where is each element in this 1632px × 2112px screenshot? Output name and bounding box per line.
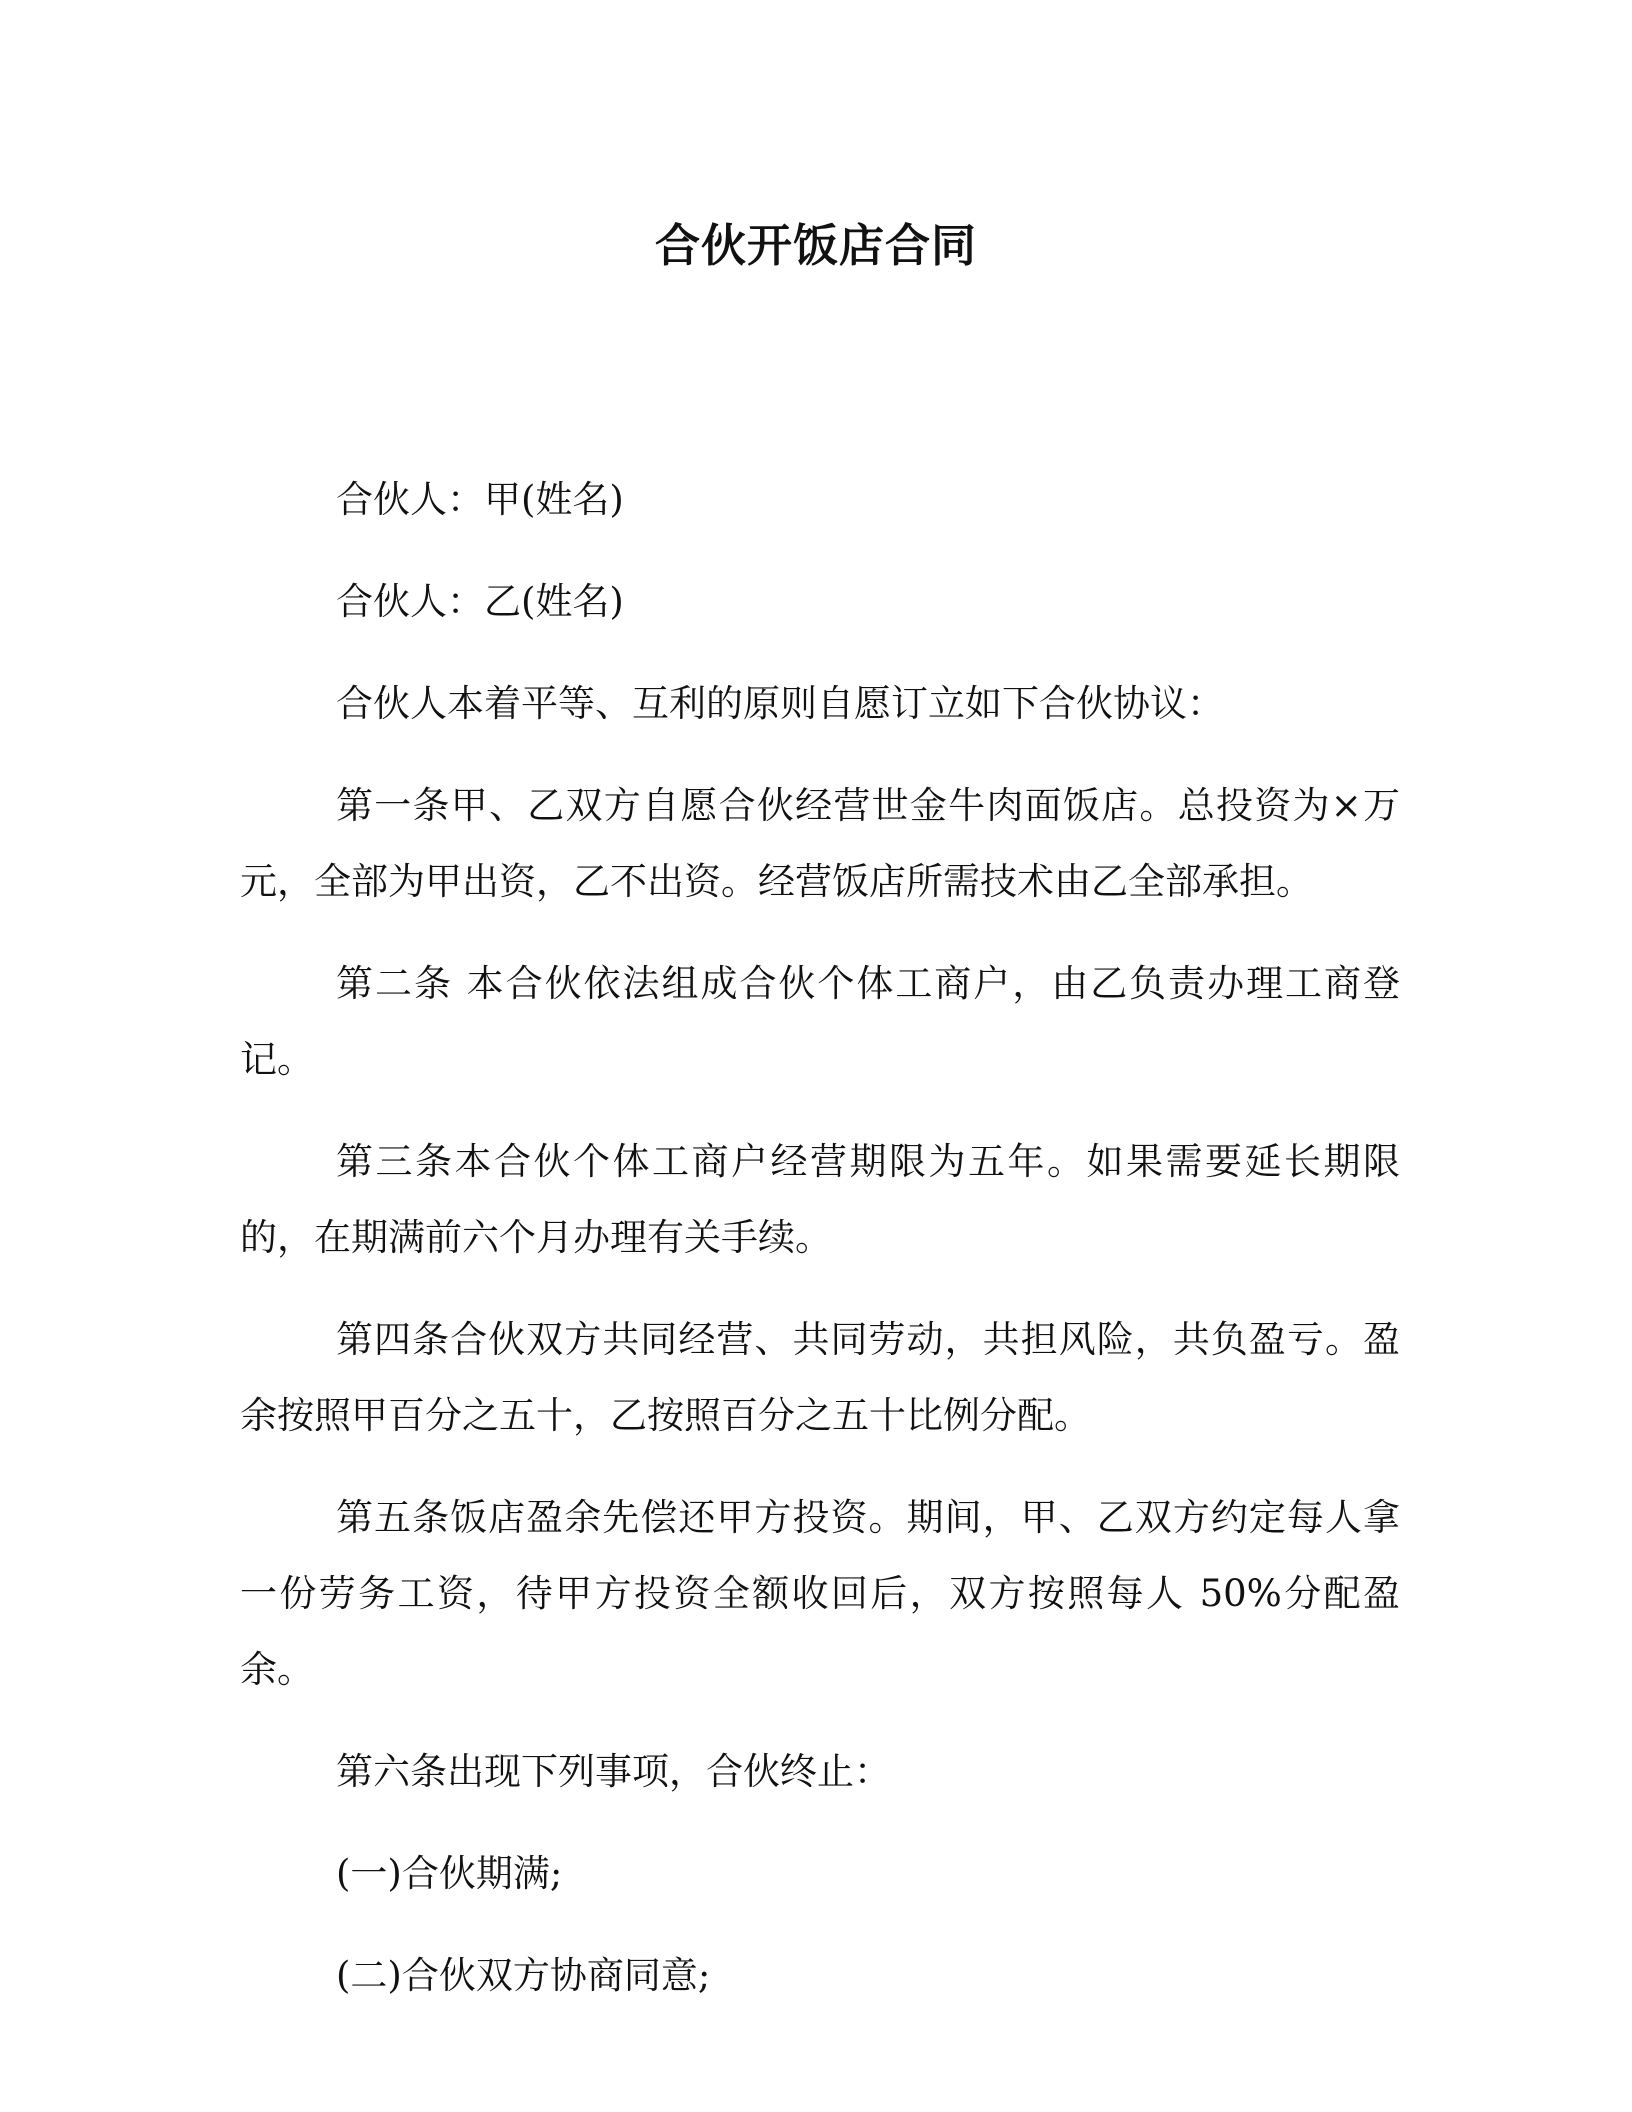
document-title: 合伙开饭店合同: [654, 219, 977, 272]
article-6-paragraph: 第六条出现下列事项，合伙终止：: [336, 1750, 891, 1793]
document-body: [240, 462, 1400, 2040]
article-6-item-1: (一)合伙期满;: [336, 1852, 563, 1895]
article-1-paragraph: 第一条甲、乙双方自愿合伙经营世金牛肉面饭店。总投资为×万元，全部为甲出资，乙不出资。经营饭店所需技术由乙全部承担。: [240, 784, 1400, 903]
partner-a-line: 合伙人：甲(姓名): [336, 478, 624, 521]
article-2-paragraph: 第二条 本合伙依法组成合伙个体工商户，由乙负责办理工商登记。: [240, 962, 1400, 1081]
article-6-item-2: (二)合伙双方协商同意;: [336, 1954, 711, 1997]
preamble-paragraph: 合伙人本着平等、互利的原则自愿订立如下合伙协议：: [336, 682, 1224, 725]
article-5-paragraph: 第五条饭店盈余先偿还甲方投资。期间，甲、乙双方约定每人拿一份劳务工资，待甲方投资全额收回后，双方按照每人 50%分配盈余。: [240, 1496, 1400, 1691]
partner-b-line: 合伙人：乙(姓名): [336, 580, 624, 623]
article-3-paragraph: 第三条本合伙个体工商户经营期限为五年。如果需要延长期限的，在期满前六个月办理有关手续。: [240, 1140, 1400, 1259]
article-4-paragraph: 第四条合伙双方共同经营、共同劳动，共担风险，共负盈亏。盈余按照甲百分之五十，乙按照百分之五十比例分配。: [240, 1318, 1400, 1437]
